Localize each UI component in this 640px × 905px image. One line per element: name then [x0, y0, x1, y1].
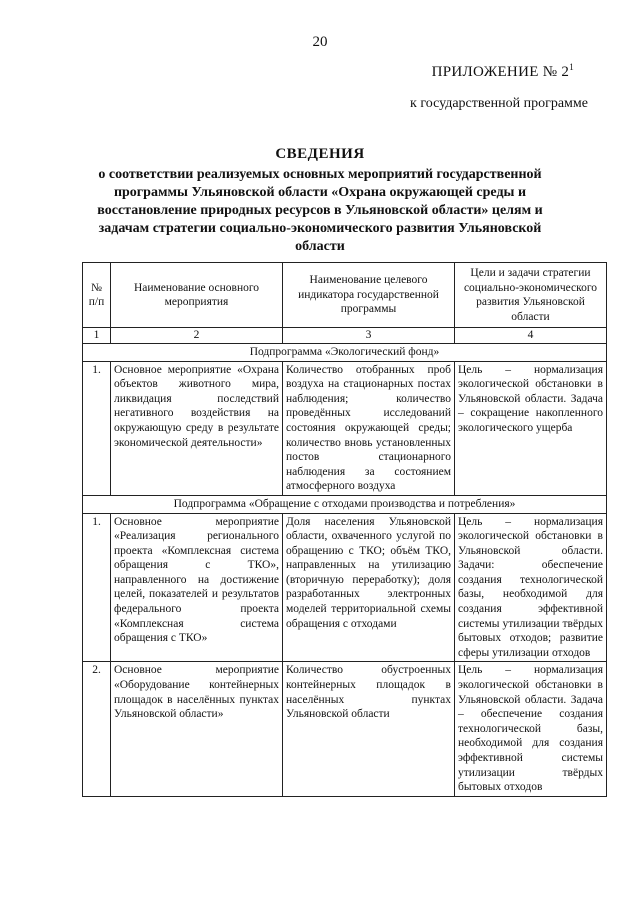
appendix-label — [432, 62, 574, 81]
table-row — [83, 513, 607, 662]
column-number: 3 — [283, 328, 455, 344]
row-indicator: Количество обустроенных контейнерных площадок в населённых пунктах Ульяновской области — [283, 662, 455, 796]
appendix-text: ПРИЛОЖЕНИЕ № 2 — [431, 64, 570, 80]
table-header-row — [83, 263, 607, 328]
column-number: 1 — [83, 328, 111, 344]
appendix-superscript: 1 — [569, 62, 574, 72]
column-number: 4 — [455, 328, 607, 344]
section-title: Подпрограмма «Экологический фонд» — [83, 343, 607, 361]
section-row — [83, 495, 607, 513]
header-number: № п/п — [83, 263, 111, 328]
row-activity: Основное мероприятие «Оборудование контейнерных площадок в населённых пунктах Ульяновской области» — [111, 662, 283, 796]
row-number: 1. — [83, 361, 111, 495]
section-title: Подпрограмма «Обращение с отходами производства и потребления» — [83, 495, 607, 513]
row-indicator: Количество отобранных проб воздуха на стационарных постах наблюдения; количество проведённых исследований состояния окружающей среды; количество вновь установленных постов стационарного наблюдения за состоянием атмосферного воздуха — [283, 361, 455, 495]
column-number-row — [83, 328, 607, 344]
page-number: 20 — [312, 34, 328, 50]
column-number: 2 — [111, 328, 283, 344]
table-row — [83, 361, 607, 495]
row-goals: Цель – нормализация экологической обстановки в Ульяновской области. Задачи: обеспечение создания технологической базы, необходимой для создания эффективной системы утилизации твёрдых бытовых отходов; развитие сферы утилизации отходов — [455, 513, 607, 662]
row-goals: Цель – нормализация экологической обстановки в Ульяновской области. Задача – обеспечение создания технологической базы, необходимой для создания эффективной системы утилизации твёрдых бытовых отходов — [455, 662, 607, 796]
row-number: 1. — [83, 513, 111, 662]
section-row — [83, 343, 607, 361]
program-reference: к государственной программе — [410, 96, 588, 111]
row-activity: Основное мероприятие «Охрана объектов животного мира, ликвидация последствий негативного воздействия на окружающую среду в результате экономической деятельности» — [111, 361, 283, 495]
row-activity: Основное мероприятие «Реализация регионального проекта «Комплексная система обращения с ТКО», направленного на достижение целей, показателей и результатов федерального проекта «Комплексная система обращения с ТКО» — [111, 513, 283, 662]
row-goals: Цель – нормализация экологической обстановки в Ульяновской области. Задача – сокращение накопленного экологического ущерба — [455, 361, 607, 495]
header-activity: Наименование основного мероприятия — [111, 263, 283, 328]
header-indicator: Наименование целевого индикатора государственной программы — [283, 263, 455, 328]
row-number: 2. — [83, 662, 111, 796]
measures-table — [82, 262, 607, 797]
document-title: СВЕДЕНИЯ — [275, 146, 365, 162]
header-goals: Цели и задачи стратегии социально-экономического развития Ульяновской области — [455, 263, 607, 328]
table-row — [83, 662, 607, 796]
document-subtitle: о соответствии реализуемых основных мероприятий государственной программы Ульяновской области «Охрана окружающей среды и восстановление природных ресурсов в Ульяновской области» целям и задачам стратегии социально-экономического развития Ульяновской области — [97, 167, 543, 254]
row-indicator: Доля населения Ульяновской области, охваченного услугой по обращению с ТКО; объём ТКО, направленных на утилизацию (вторичную переработку); доля разработанных электронных моделей территориальной схемы обращения с отходами — [283, 513, 455, 662]
